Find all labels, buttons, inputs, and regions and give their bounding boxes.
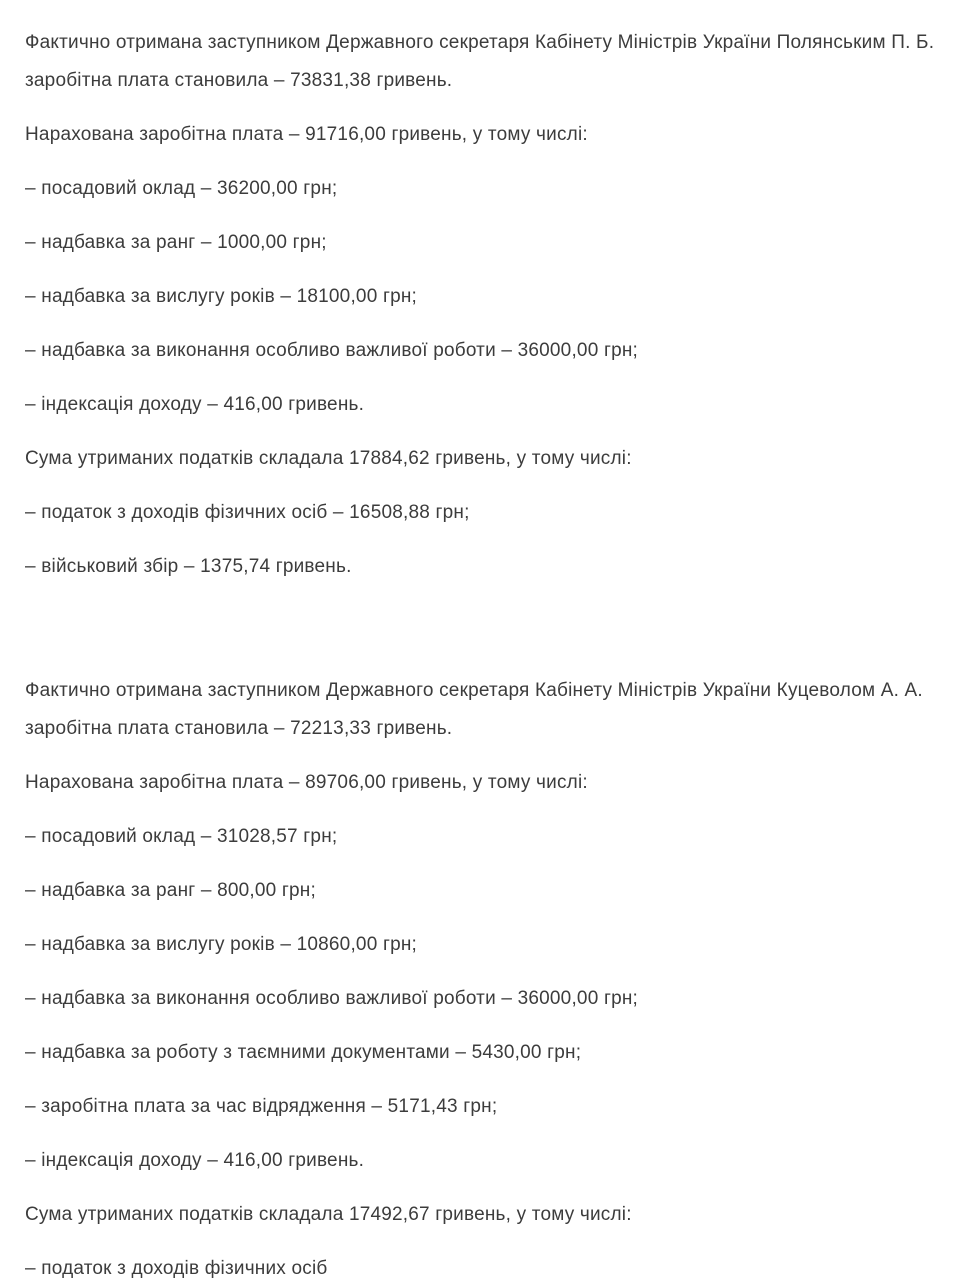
salary-section-polianskyi <box>25 24 935 586</box>
list-item-paragraph: – надбавка за виконання особливо важливої роботи – 36000,00 грн; <box>25 988 639 1009</box>
salary-summary-paragraph: Фактично отримана заступником Державного секретаря Кабінету Міністрів України Полянським П. Б. заробітна плата становила – 73831,38 гривень. <box>25 32 935 91</box>
list-item-paragraph: – надбавка за вислугу років – 10860,00 грн; <box>25 934 418 955</box>
salary-section-kutsevol <box>25 672 935 1288</box>
list-item-paragraph: – посадовий оклад – 31028,57 грн; <box>25 826 338 847</box>
list-item-paragraph: – податок з доходів фізичних осіб – 16508,88 грн; <box>25 502 470 523</box>
salary-summary-paragraph: Фактично отримана заступником Державного секретаря Кабінету Міністрів України Куцеволом А. А. заробітна плата становила – 72213,33 гривень. <box>25 680 923 739</box>
list-item-paragraph: – індексація доходу – 416,00 гривень. <box>25 394 365 415</box>
list-item-paragraph: – військовий збір – 1375,74 гривень. <box>25 556 352 577</box>
withheld-taxes-paragraph: Сума утриманих податків складала 17884,62 гривень, у тому числі: <box>25 448 632 469</box>
list-item-paragraph: – посадовий оклад – 36200,00 грн; <box>25 178 338 199</box>
accrued-salary-paragraph: Нарахована заробітна плата – 89706,00 гривень, у тому числі: <box>25 772 588 793</box>
list-item-paragraph: – надбавка за виконання особливо важливої роботи – 36000,00 грн; <box>25 340 639 361</box>
list-item-paragraph: – надбавка за роботу з таємними документами – 5430,00 грн; <box>25 1042 582 1063</box>
accrued-salary-paragraph: Нарахована заробітна плата – 91716,00 гривень, у тому числі: <box>25 124 588 145</box>
list-item-paragraph: – індексація доходу – 416,00 гривень. <box>25 1150 365 1171</box>
list-item-paragraph: – надбавка за ранг – 1000,00 грн; <box>25 232 327 253</box>
list-item-paragraph: – надбавка за вислугу років – 18100,00 грн; <box>25 286 418 307</box>
list-item-paragraph: – заробітна плата за час відрядження – 5171,43 грн; <box>25 1096 498 1117</box>
withheld-taxes-paragraph: Сума утриманих податків складала 17492,67 гривень, у тому числі: <box>25 1204 632 1225</box>
list-item-paragraph: – надбавка за ранг – 800,00 грн; <box>25 880 316 901</box>
list-item-paragraph-clipped: – податок з доходів фізичних осіб <box>25 1258 328 1279</box>
